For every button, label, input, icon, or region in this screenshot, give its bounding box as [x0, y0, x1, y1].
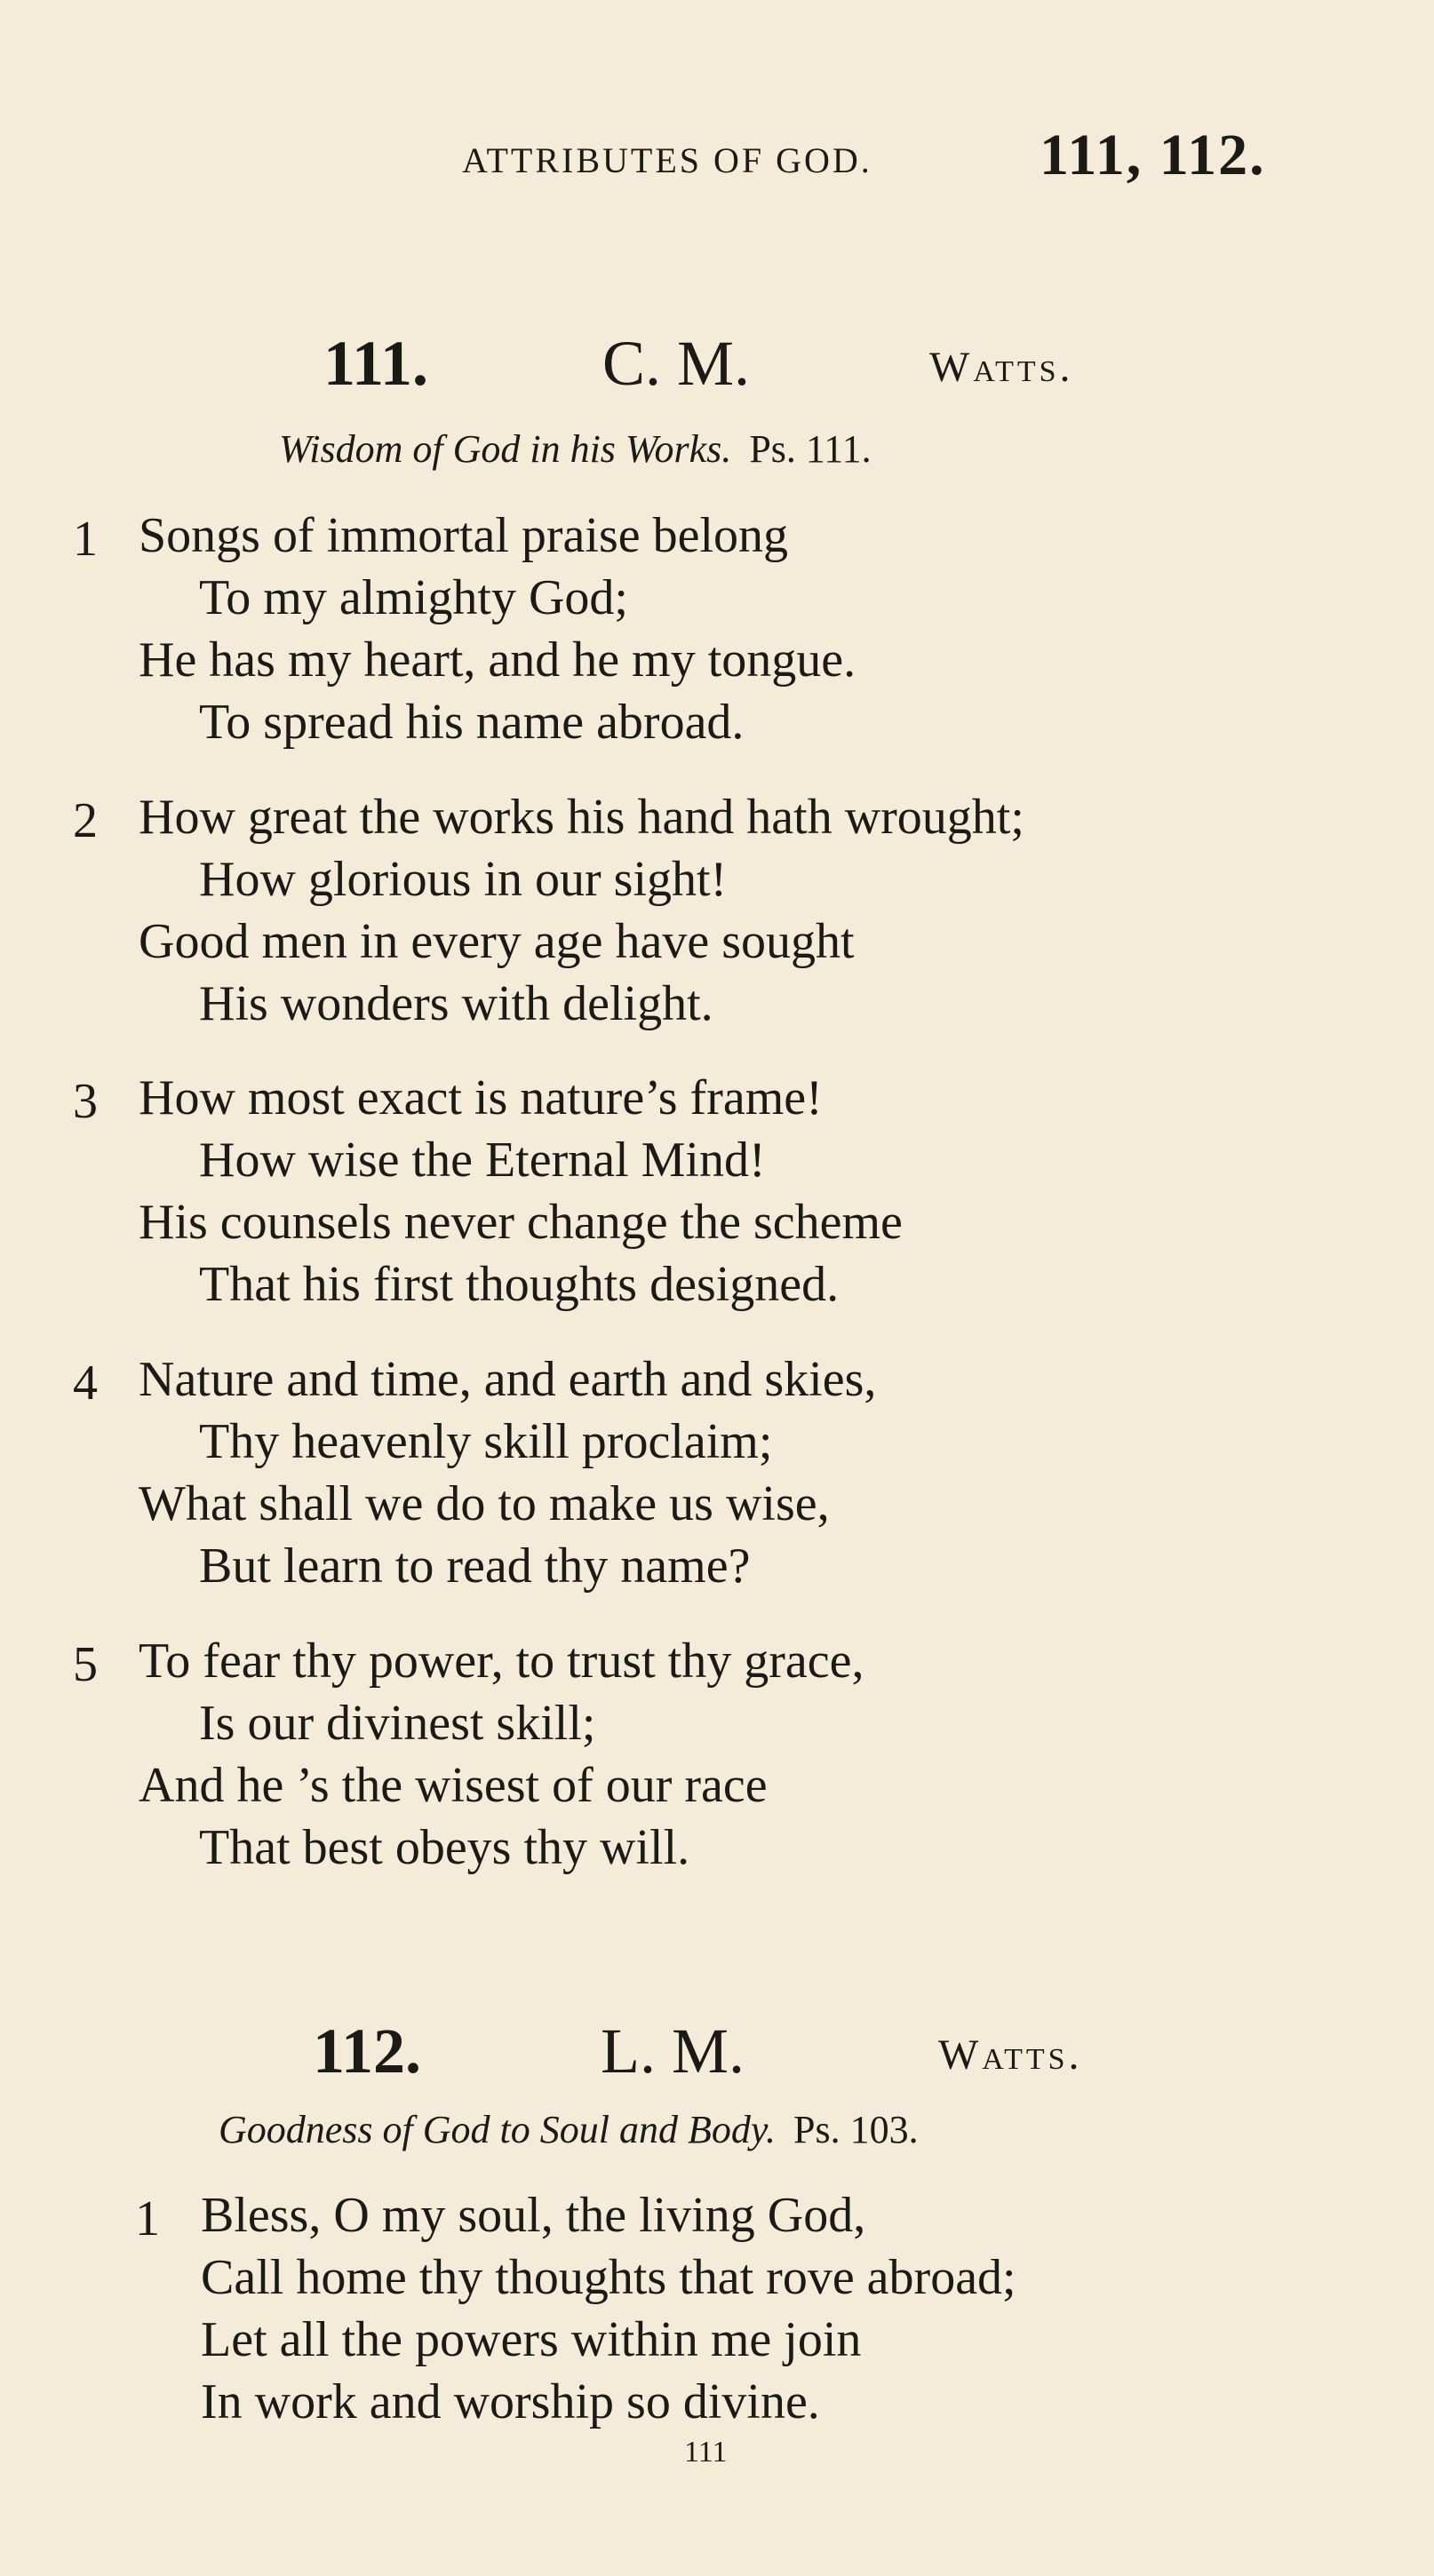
page-folio: 111 — [684, 2436, 728, 2469]
running-head-hymn-numbers: 111, 112. — [1040, 123, 1266, 187]
verse-number: 4 — [73, 1356, 98, 1411]
verse-line: Let all the powers within me join — [201, 2312, 862, 2367]
verse-number: 2 — [73, 793, 98, 848]
hymn-number: 112. — [313, 2015, 422, 2087]
hymn-112-header — [0, 2015, 1434, 2095]
verse-line: But learn to read thy name? — [199, 1538, 751, 1594]
hymn-112-subtitle — [219, 2107, 919, 2152]
verse-line: How most exact is nature’s frame! — [139, 1070, 823, 1125]
verse-number: 3 — [73, 1074, 98, 1129]
hymn-meter: C. M. — [602, 328, 751, 399]
verse-line: He has my heart, and he my tongue. — [139, 632, 856, 688]
verse-line: Is our divinest skill; — [199, 1696, 596, 1751]
verse-line: How glorious in our sight! — [199, 852, 728, 907]
verse-line: How wise the Eternal Mind! — [199, 1133, 766, 1188]
verse-line: Call home thy thoughts that rove abroad; — [201, 2250, 1016, 2305]
hymn-meter: L. M. — [601, 2015, 745, 2087]
hymn-author: Watts. — [929, 344, 1074, 391]
psalm-reference: Ps. 111. — [749, 427, 872, 471]
verse-line: That best obeys thy will. — [199, 1820, 690, 1875]
running-head-title: ATTRIBUTES OF GOD. — [462, 140, 872, 180]
verse-line: Good men in every age have sought — [139, 914, 855, 969]
hymn-111-header — [0, 327, 1434, 407]
verse-line: Nature and time, and earth and skies, — [139, 1352, 877, 1407]
psalm-reference: Ps. 103. — [793, 2108, 919, 2151]
verse-line: To spread his name abroad. — [199, 695, 745, 750]
verse-number: 5 — [73, 1637, 98, 1692]
verse-line: To fear thy power, to trust thy grace, — [139, 1634, 864, 1689]
verse-line: To my almighty God; — [199, 570, 628, 625]
verse-line: Thy heavenly skill proclaim; — [199, 1414, 773, 1469]
verse-line: His wonders with delight. — [199, 976, 713, 1031]
hymn-111-subtitle — [279, 426, 872, 472]
subtitle-text: Goodness of God to Soul and Body. — [219, 2108, 776, 2151]
verse-number: 1 — [135, 2191, 160, 2246]
verse-line: His counsels never change the scheme — [139, 1195, 903, 1250]
verse-line: What shall we do to make us wise, — [139, 1476, 830, 1531]
verse-line: Songs of immortal praise belong — [139, 508, 789, 563]
verse-line: In work and worship so divine. — [201, 2374, 820, 2429]
subtitle-text: Wisdom of God in his Works. — [279, 427, 732, 471]
verse-line: How great the works his hand hath wrought; — [139, 790, 1024, 845]
verse-line: Bless, O my soul, the living God, — [201, 2188, 866, 2243]
hymn-number: 111. — [323, 328, 429, 399]
running-head — [0, 123, 1434, 191]
hymn-author: Watts. — [938, 2031, 1083, 2079]
verse-line: And he ’s the wisest of our race — [139, 1758, 768, 1813]
verse-number: 1 — [73, 512, 98, 567]
verse-line: That his first thoughts designed. — [199, 1257, 840, 1312]
